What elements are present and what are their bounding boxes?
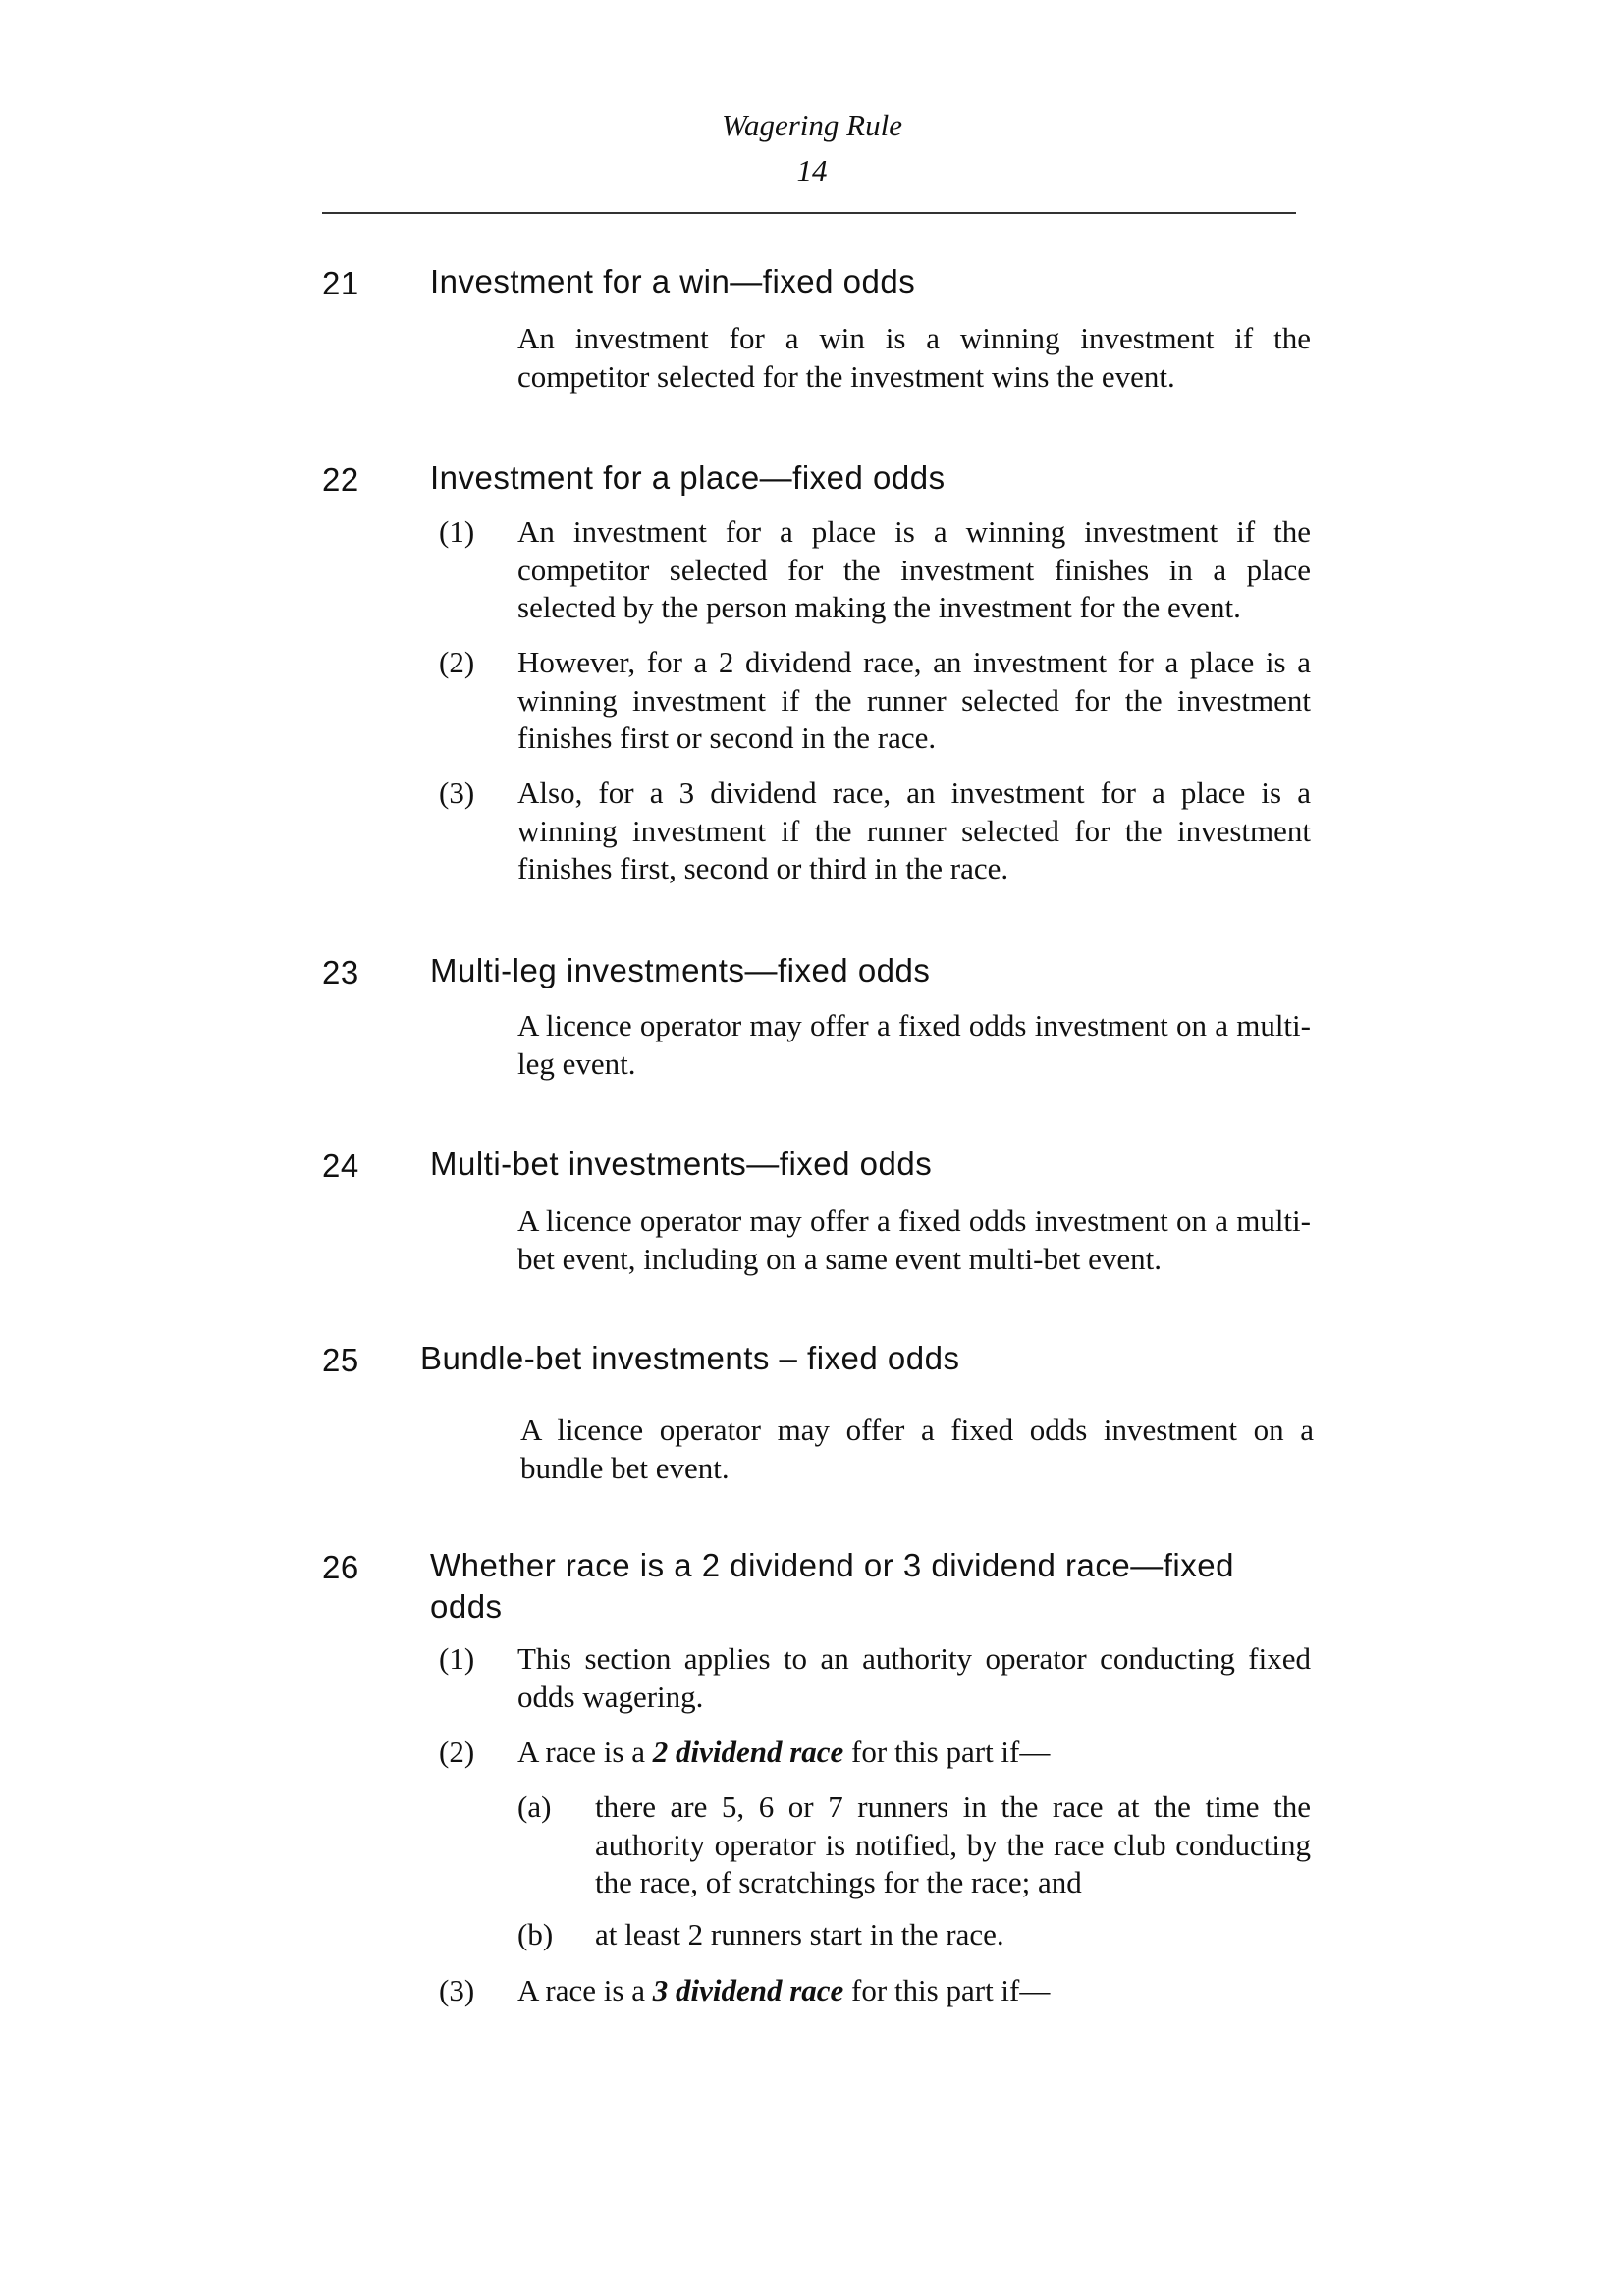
- section-21-number: 21: [322, 265, 359, 301]
- section-22-heading: Investment for a place—fixed odds: [430, 459, 946, 496]
- running-header-title: Wagering Rule: [722, 108, 902, 142]
- paragraph-b-number: (b): [517, 1917, 554, 1951]
- subsection-2-text-post: for this part if—: [843, 1735, 1051, 1769]
- section-22-subsection-2-text: However, for a 2 dividend race, an investment for a place is a winning investment if the runner selected for the investment finishes first or second in the race.: [517, 645, 1311, 755]
- section-21-heading: Investment for a win—fixed odds: [430, 263, 916, 299]
- defined-term-3-dividend-race: 3 dividend race: [652, 1973, 844, 2007]
- page-number: 14: [796, 153, 828, 187]
- section-22-subsection-3-number: (3): [439, 775, 475, 810]
- defined-term-2-dividend-race: 2 dividend race: [652, 1735, 844, 1769]
- section-26-subsection-2-text: [517, 1734, 1311, 1772]
- section-24-body: A licence operator may offer a fixed odds investment on a multi-bet event, including on a same event multi-bet event.: [517, 1203, 1311, 1276]
- section-21-body: An investment for a win is a winning investment if the competitor selected for the investment wins the event.: [517, 321, 1311, 394]
- section-24-number: 24: [322, 1148, 359, 1184]
- section-26-subsection-2-number: (2): [439, 1735, 475, 1769]
- subsection-3-text-post: for this part if—: [843, 1973, 1051, 2007]
- section-22-number: 22: [322, 461, 359, 498]
- section-26-subsection-1-number: (1): [439, 1641, 475, 1676]
- header-divider: [322, 212, 1296, 214]
- subsection-2-text-pre: A race is a: [517, 1735, 653, 1769]
- section-25-number: 25: [322, 1342, 359, 1378]
- section-23-body: A licence operator may offer a fixed odds investment on a multi-leg event.: [517, 1008, 1311, 1081]
- section-26-subsection-3-text: [517, 1972, 1311, 2010]
- section-22-subsection-3-text: Also, for a 3 dividend race, an investment for a place is a winning investment if the runner selected for the investment finishes first, second or third in the race.: [517, 775, 1311, 885]
- section-23-heading: Multi-leg investments—fixed odds: [430, 952, 931, 988]
- section-25-body: A licence operator may offer a fixed odds investment on a bundle bet event.: [520, 1413, 1314, 1485]
- paragraph-a-number: (a): [517, 1789, 552, 1824]
- paragraph-a-text: there are 5, 6 or 7 runners in the race at the time the authority operator is notified, by the race club conducting the race, of scratchings for the race; and: [595, 1789, 1311, 1899]
- section-24-heading: Multi-bet investments—fixed odds: [430, 1146, 933, 1182]
- section-26-subsection-1-text: This section applies to an authority operator conducting fixed odds wagering.: [517, 1641, 1311, 1714]
- section-23-number: 23: [322, 954, 359, 990]
- paragraph-b-text: at least 2 runners start in the race.: [595, 1917, 1004, 1951]
- section-26-heading: Whether race is a 2 dividend or 3 dividend race—fixed odds: [430, 1547, 1234, 1625]
- section-26-subsection-3-number: (3): [439, 1973, 475, 2007]
- section-25-heading: Bundle-bet investments – fixed odds: [420, 1340, 960, 1376]
- section-26-number: 26: [322, 1549, 359, 1585]
- section-22-subsection-2-number: (2): [439, 645, 475, 679]
- subsection-3-text-pre: A race is a: [517, 1973, 653, 2007]
- section-22-subsection-1-text: An investment for a place is a winning investment if the competitor selected for the investment finishes in a place selected by the person making the investment for the event.: [517, 514, 1311, 624]
- section-22-subsection-1-number: (1): [439, 514, 475, 549]
